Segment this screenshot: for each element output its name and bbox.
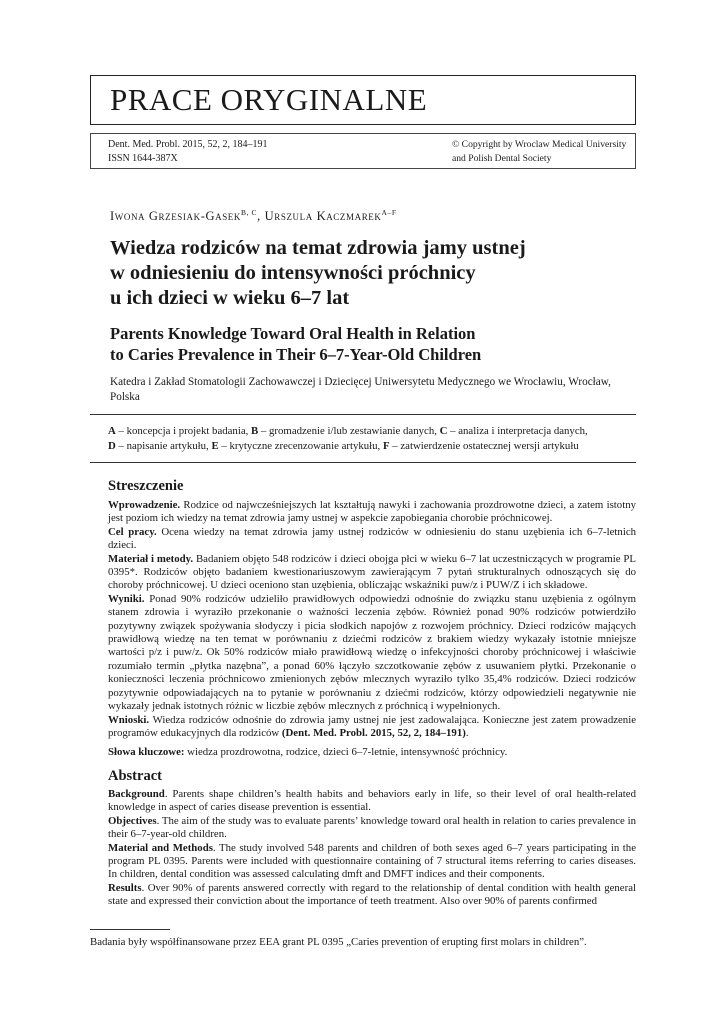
journal-line-1: Dent. Med. Probl. 2015, 52, 2, 184–191 (108, 139, 268, 150)
article-title-english (110, 323, 630, 365)
divider (90, 414, 636, 415)
streszczenie-heading: Streszczenie (108, 478, 184, 494)
paragraph: Results. Over 90% of parents answered correctly with regard to the relationship of dental condition with health general state and expressed their conviction about the importance of teeth treatment. Also over 90% of parents confirmed (108, 881, 636, 908)
title-line: Parents Knowledge Toward Oral Health in Relation (110, 324, 476, 343)
section-header-title: PRACE ORYGINALNE (110, 82, 428, 117)
copyright-line-1: © Copyright by Wroclaw Medical University (452, 139, 627, 150)
footnote-rule (90, 929, 170, 930)
paragraph: Wnioski. Wiedza rodziców odnośnie do zdrowia jamy ustnej nie jest zadowalająca. Konieczne jest zatem prowadzenie programów edukacyjnych dla rodziców (Dent. Med. Probl. 2015, 52, 2, 184–191). (108, 713, 636, 739)
copyright-line-2: and Polish Dental Society (452, 153, 552, 164)
paragraph: Objectives. The aim of the study was to evaluate parents’ knowledge toward oral health in relation to caries prevalence in their 6–7-year-old children. (108, 814, 636, 841)
article-title-polish (110, 236, 630, 311)
paragraph: Background. Parents shape children’s health habits and behaviors early in life, so their level of oral health-related knowledge in aspect of caries disease prevention is essential. (108, 788, 636, 814)
funding-footnote: Badania były współfinansowane przez EEA grant PL 0395 „Caries prevention of erupting first molars in children”. (90, 936, 587, 948)
author-contribution: B, C (241, 208, 258, 217)
title-line: Wiedza rodziców na temat zdrowia jamy ustnej (110, 237, 526, 259)
title-line: u ich dzieci w wieku 6–7 lat (110, 287, 350, 309)
affiliation: Katedra i Zakład Stomatologii Zachowawczej i Dziecięcej Uniwersytetu Medycznego we Wrocławiu, Wrocław, Polska (110, 376, 611, 403)
journal-citation (108, 138, 267, 166)
author-name: Urszula Kaczmarek (264, 209, 382, 224)
copyright-notice (452, 138, 626, 166)
divider (90, 462, 636, 463)
paragraph: Wyniki. Ponad 90% rodziców udzieliło prawidłowych odpowiedzi odnośnie do związku stanu uzębienia z ogólnym stanem zdrowia i wyraziło przekonanie o ważności leczenia zębów. Również ponad 90% rodziców potwierdziło pozytywny związek spożywania słodyczy i picia słodkich napojów z rozwojem próchnicy. Dzieci rodziców mających prawidłową wiedzę na ten temat w porównaniu z dziećmi rodziców z brakiem wiedzy wykazały istotnie mniejsze wartości p/z i puw/z. Ok 50% rodziców miało prawidłową wiedzę o infekcyjności choroby próchnicowej i właściwie rozumiało termin „płytka nazębna”, a ponad 60% łączyło szczotkowanie zębów z usuwaniem płytki. Przekonanie o konieczności leczenia próchnicowo zmienionych zębów mlecznych wyraziło tylko 35,4% rodziców. Dzieci rodziców pozytywnie odpowiadających na to pytanie w porównaniu z dziećmi rodziców, którzy odpowiedzieli negatywnie nie wykazały jednak istotnych różnic w liczbie zębów mlecznych z próchnicą i wypełnionych. (108, 592, 636, 713)
paragraph: Cel pracy. Ocena wiedzy na temat zdrowia jamy ustnej rodziców w odniesieniu do stanu uzębienia ich 6–7-letnich dzieci. (108, 525, 637, 552)
abstract-heading: Abstract (108, 768, 162, 784)
paragraph: Wprowadzenie. Rodzice od najwcześniejszych lat kształtują nawyki i zachowania prozdrowotne dzieci, a zatem istotny jest poziom ich wiedzy na temat zdrowia jamy ustnej w aspekcie zapobiegania chorobie próchnicowej. (108, 499, 636, 525)
paragraph: Materiał i metody. Badaniem objęto 548 rodziców i dzieci obojga płci w wieku 6–7 lat uczestniczących w programie PL 0395*. Rodziców objęto badaniem kwestionariuszowym zawierającym 7 pytań strukturalnych odnoszących się do choroby próchnicowej. U dzieci oceniono stan uzębienia, obliczając wskaźniki puw/z i PUW/Z i ich składowe. (108, 552, 636, 592)
author-list: Iwona Grzesiak-Gasek$^{B, C}$, Urszula Kaczmarek$^{A-F}$ (110, 208, 397, 224)
keywords: Słowa kluczowe: wiedza prozdrowotna, rodzice, dzieci 6–7-letnie, intensywność próchnicy. (108, 746, 508, 759)
author-name: Iwona Grzesiak-Gasek (110, 209, 241, 224)
journal-issn: ISSN 1644-387X (108, 153, 178, 164)
contribution-legend: A – koncepcja i projekt badania, B – gromadzenie i/lub zestawianie danych, C – analiza i interpretacja danych, D – napisanie artykułu, E – krytyczne zrecenzowanie artykułu, F – zatwierdzenie ostatecznej wersji artykułu (108, 425, 588, 452)
abstract-body (108, 788, 636, 909)
paragraph: Material and Methods. The study involved 548 parents and children of both sexes aged 6–7 years participating in the program PL 0395. Parents were included with questionnaire containing of 7 structural items referring to caries diseases. In children, dental condition was assessed calculating dmft and DMFT indices and their components. (108, 841, 636, 881)
title-line: w odniesieniu do intensywności próchnicy (110, 262, 476, 284)
streszczenie-body (108, 499, 636, 760)
title-line: to Caries Prevalence in Their 6–7-Year-Old Children (110, 345, 482, 364)
author-contribution: A–F (381, 208, 397, 217)
